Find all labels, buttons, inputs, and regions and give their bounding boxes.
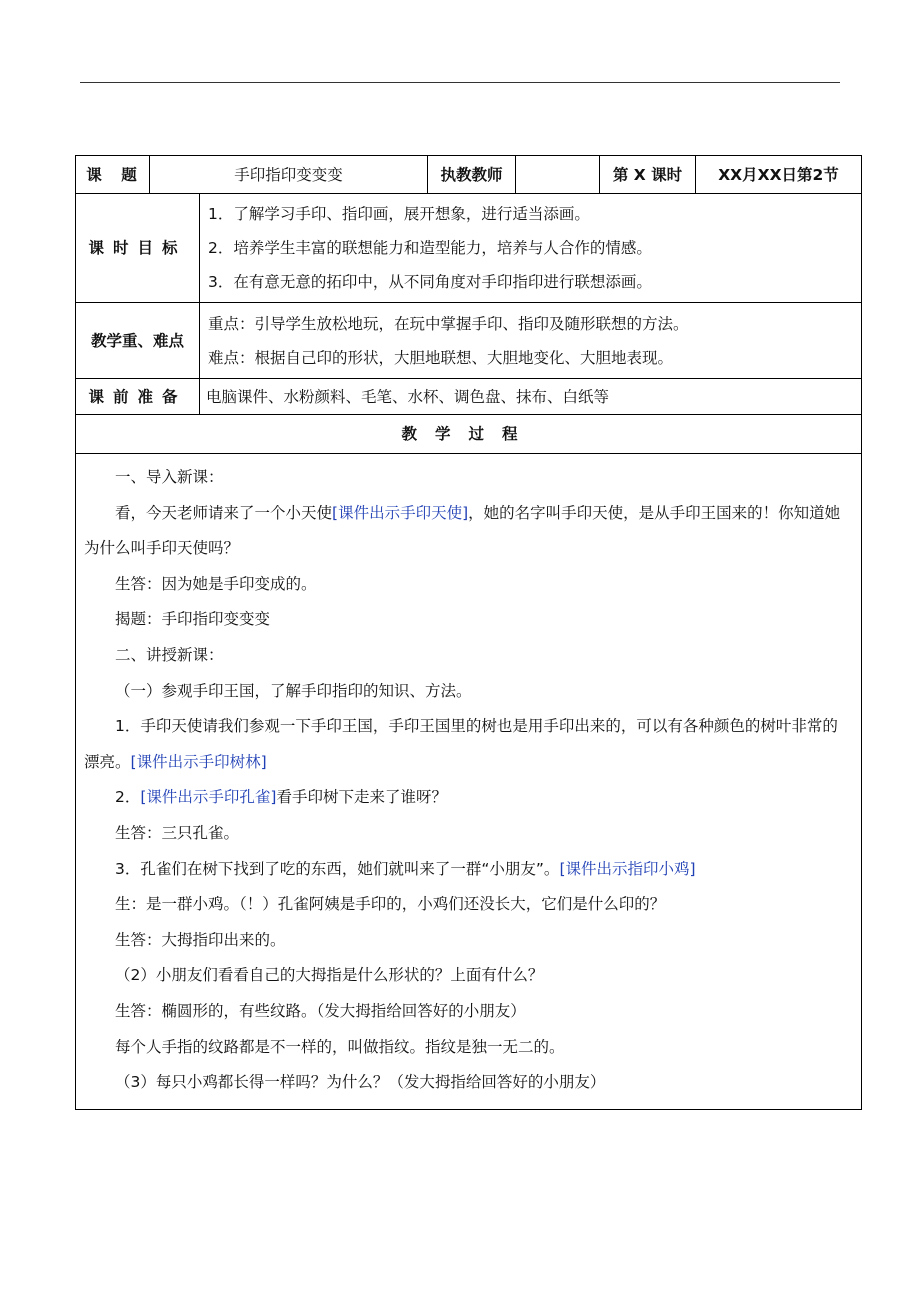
process-title: 教学过程 [76, 415, 862, 454]
process-paragraph [84, 780, 853, 816]
process-paragraph: 生：是一群小鸡。（！）孔雀阿姨是手印的，小鸡们还没长大，它们是什么印的？ [115, 895, 666, 914]
process-paragraph: 二、讲授新课： [115, 645, 224, 664]
course-title: 手印指印变变变 [150, 156, 428, 194]
paragraph-text: 3．孔雀们在树下找到了吃的东西，她们就叫来了一群“小朋友”。 [115, 859, 560, 878]
process-title-row [76, 415, 862, 454]
courseware-note: [课件出示指印小鸡] [559, 859, 696, 878]
courseware-note: [课件出示手印树林] [130, 752, 267, 771]
objectives-label: 课时目标 [76, 194, 200, 303]
prep-row [76, 379, 862, 415]
key-points-label: 教学重、难点 [76, 303, 200, 379]
courseware-note: [课件出示手印天使] [332, 503, 469, 522]
process-body-row [76, 454, 862, 1110]
courseware-note: [课件出示手印孔雀] [140, 788, 277, 807]
process-body [76, 454, 862, 1110]
objective-item: 2．培养学生丰富的联想能力和造型能力，培养与人合作的情感。 [208, 239, 652, 257]
process-paragraph: 生答：椭圆形的，有些纹路。（发大拇指给回答好的小朋友） [115, 1001, 526, 1020]
process-paragraph: 生答：三只孔雀。 [115, 823, 240, 842]
objective-item: 3．在有意无意的拓印中，从不同角度对手印指印进行联想添画。 [208, 273, 652, 291]
process-paragraph: 生答：大拇指印出来的。 [115, 930, 286, 949]
prep-label: 课前准备 [76, 379, 200, 415]
lesson-label: 第 X 课时 [600, 156, 696, 194]
objective-item: 1．了解学习手印、指印画，展开想象，进行适当添画。 [208, 205, 590, 223]
process-paragraph: 每个人手指的纹路都是不一样的，叫做指纹。指纹是独一无二的。 [115, 1037, 565, 1056]
key-points-list [200, 303, 862, 379]
process-paragraph: （一）参观手印王国，了解手印指印的知识、方法。 [115, 681, 472, 700]
process-paragraph [84, 496, 853, 567]
process-paragraph: 一、导入新课： [115, 468, 224, 486]
key-point-item: 重点：引导学生放松地玩，在玩中掌握手印、指印及随形联想的方法。 [208, 314, 689, 333]
objectives-row [76, 194, 862, 303]
lesson-plan-table [75, 155, 862, 1110]
process-paragraph [84, 852, 853, 888]
key-point-item: 难点：根据自己印的形状，大胆地联想、大胆地变化、大胆地表现。 [208, 348, 674, 367]
paragraph-text: 看手印树下走来了谁呀？ [276, 788, 447, 807]
date-value: XX月XX日第2节 [696, 156, 862, 194]
prep-value: 电脑课件、水粉颜料、毛笔、水杯、调色盘、抹布、白纸等 [200, 379, 862, 415]
teacher-label: 执教教师 [428, 156, 516, 194]
header-rule [80, 82, 840, 83]
process-paragraph: 生答：因为她是手印变成的。 [115, 574, 317, 593]
header-row [76, 156, 862, 194]
process-paragraph [84, 709, 853, 780]
teacher-value [516, 156, 600, 194]
process-paragraph: 揭题：手印指印变变变 [115, 610, 271, 629]
key-points-row [76, 303, 862, 379]
paragraph-text: ，她的名字叫手印天使，是从手印王国来的！你知道她为什么叫手印天使吗？ [84, 503, 841, 558]
paragraph-text: 看，今天老师请来了一个小天使 [115, 503, 333, 522]
paragraph-text: 1．手印天使请我们参观一下手印王国，手印王国里的树也是用手印出来的，可以有各种颜色的树叶非常的漂亮。 [84, 717, 838, 771]
paragraph-text: 2． [115, 788, 141, 807]
objectives-list [200, 194, 862, 303]
course-label: 课 题 [76, 156, 150, 194]
process-paragraph: （2）小朋友们看看自己的大拇指是什么形状的？上面有什么？ [115, 966, 544, 985]
process-paragraph: （3）每只小鸡都长得一样吗？为什么？（发大拇指给回答好的小朋友） [115, 1073, 606, 1092]
